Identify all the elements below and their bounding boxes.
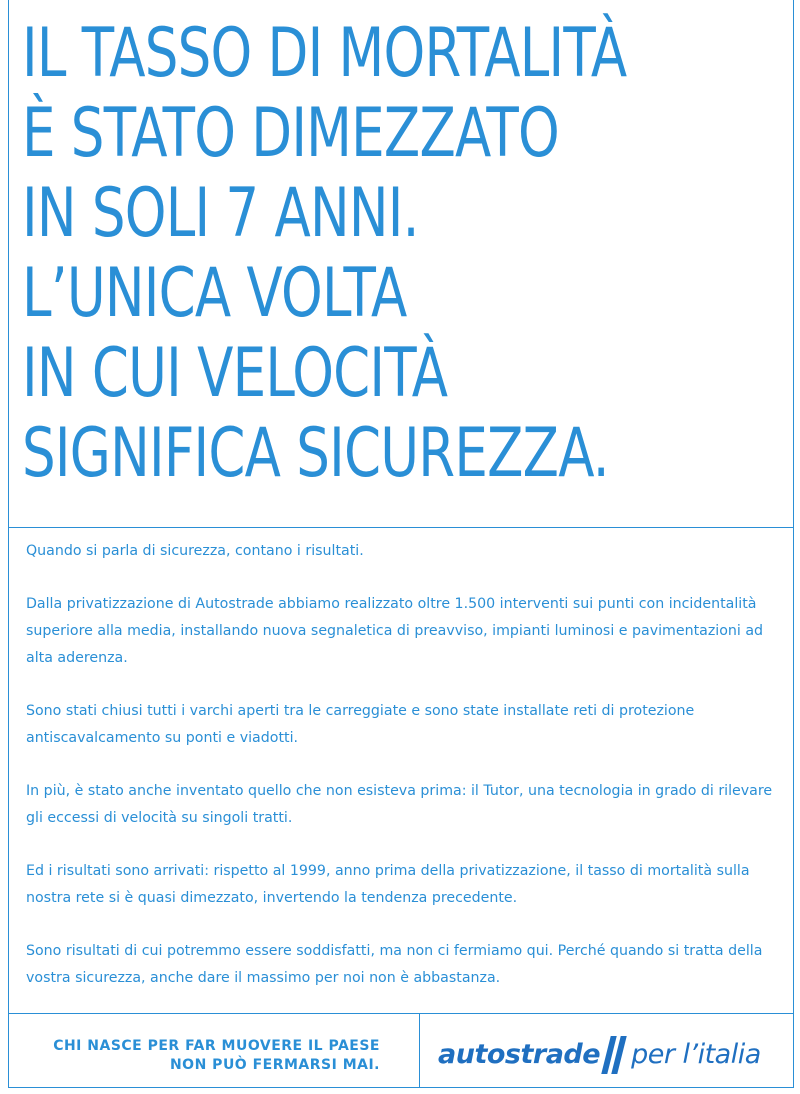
headline-line: IN SOLI 7 ANNI.	[22, 174, 419, 253]
logo-brand: autostrade	[438, 1038, 601, 1070]
headline-line: SIGNIFICA SICUREZZA.	[22, 414, 609, 493]
slogan-line: CHI NASCE PER FAR MUOVERE IL PAESE	[53, 1038, 380, 1054]
body-paragraph: Quando si parla di sicurezza, contano i risultati.	[26, 543, 364, 559]
body-paragraph: In più, è stato anche inventato quello che non esisteva prima: il Tutor, una tecnologia in grado di rilevare gli eccessi di velocità su singoli tratti.	[26, 783, 773, 826]
body-paragraph: Sono stati chiusi tutti i varchi aperti tra le carreggiate e sono state installate reti di protezione antiscavalcamento su ponti e viadotti.	[26, 703, 695, 746]
double-bar-icon	[603, 1036, 627, 1072]
footer-divider	[8, 1013, 794, 1014]
footer-slogan	[20, 1037, 380, 1075]
headline	[22, 14, 627, 494]
body-paragraph: Dalla privatizzazione di Autostrade abbiamo realizzato oltre 1.500 interventi sui punti con incidentalità superiore alla media, installando nuova segnaletica di preavviso, impianti luminosi e pavimentazioni ad alta aderenza.	[26, 596, 764, 666]
slogan-line: NON PUÒ FERMARSI MAI.	[169, 1057, 380, 1073]
headline-line: L’UNICA VOLTA	[22, 254, 407, 333]
body-paragraph: Ed i risultati sono arrivati: rispetto al 1999, anno prima della privatizzazione, il tasso di mortalità sulla nostra rete si è quasi dimezzato, invertendo la tendenza precedente.	[26, 863, 750, 906]
headline-line: IN CUI VELOCITÀ	[22, 334, 448, 413]
headline-line: È STATO DIMEZZATO	[22, 94, 559, 173]
body-copy	[26, 538, 786, 1018]
logo-tagline: per l’italia	[631, 1038, 761, 1070]
headline-line: IL TASSO DI MORTALITÀ	[22, 14, 627, 93]
autostrade-logo	[438, 1034, 761, 1074]
headline-divider	[8, 527, 794, 528]
body-paragraph: Sono risultati di cui potremmo essere soddisfatti, ma non ci fermiamo qui. Perché quando si tratta della vostra sicurezza, anche dare il massimo per noi non è abbastanza.	[26, 943, 763, 986]
footer-column-divider	[419, 1013, 420, 1088]
